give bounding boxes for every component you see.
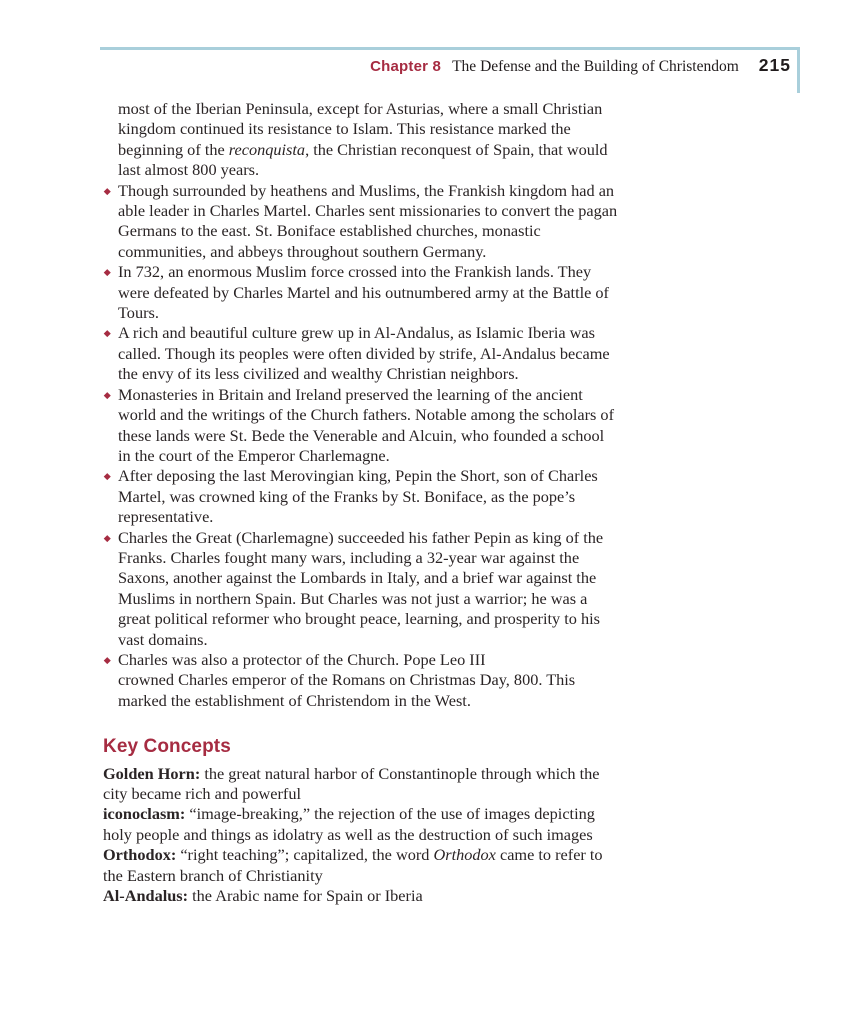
body-column	[103, 99, 620, 906]
list-item-text: Though surrounded by heathens and Muslims, the Frankish kingdom had an able leader in Charles Martel. Charles sent missionaries to convert the pagan Germans to the east. St. Boniface established churches, monastic communities, and abbeys throughout southern Germany.	[118, 180, 618, 261]
chapter-title: The Defense and the Building of Christendom	[452, 58, 739, 75]
list-item-text: Monasteries in Britain and Ireland preserved the learning of the ancient world and the writings of the Church fathers. Notable among the scholars of these lands were St. Bede the Venerable and Alcuin, who founded a school in the court of the Emperor Charlemagne.	[118, 384, 614, 465]
page-number: 215	[758, 55, 791, 75]
corner-rule	[797, 47, 800, 93]
concept-definition: the Arabic name for Spain or Iberia	[188, 886, 423, 906]
list-item-text: Charles the Great (Charlemagne) succeeded his father Pepin as king of the Franks. Charles fought many wars, including a 32-year war against the Saxons, another against the Lombards in Italy, and a brief war against the Muslims in northern Spain. But Charles was not just a warrior; he was a great political reformer who brought peace, learning, and prosperity to his vast domains.	[118, 527, 604, 649]
bullet-diamond-icon	[104, 657, 110, 663]
list-item-text: After deposing the last Merovingian king, Pepin the Short, son of Charles Martel, was crowned king of the Franks by St. Boniface, as the pope’s representative.	[118, 466, 598, 527]
intro-continuation-paragraph	[103, 99, 620, 181]
key-concepts-section	[103, 737, 620, 906]
concept-definition: “image-breaking,” the rejection of the use of images depicting holy people and things as idolatry as well as the destruction of such images	[103, 804, 595, 844]
list-item	[103, 323, 620, 384]
concept-term: Golden Horn:	[103, 763, 201, 783]
chapter-label: Chapter 8	[370, 58, 442, 75]
bullet-diamond-icon	[104, 392, 110, 398]
list-item	[103, 385, 620, 467]
concept-entry	[103, 804, 625, 845]
concept-term: iconoclasm:	[103, 804, 186, 824]
top-rule	[100, 47, 800, 50]
intro-text-post: , the Christian reconquest of Spain, that would last almost 800 years.	[118, 139, 608, 180]
list-item-text-line2: crowned Charles emperor of the Romans on Christmas Day, 800. This marked the establishment of Christendom in the West.	[118, 670, 576, 710]
bullet-diamond-icon	[104, 473, 110, 479]
bullet-diamond-icon	[104, 269, 110, 275]
intro-text-pre: most of the Iberian Peninsula, except for Asturias, where a small Christian kingdom continued its resistance to Islam. This resistance marked the beginning of the	[118, 99, 603, 159]
concept-entry	[103, 886, 625, 906]
bullet-diamond-icon	[104, 188, 110, 194]
concept-definition-post: came to refer to the Eastern branch of Christianity	[103, 845, 603, 885]
list-item-text: In 732, an enormous Muslim force crossed into the Frankish lands. They were defeated by Charles Martel and his outnumbered army at the Battle of Tours.	[118, 262, 609, 323]
concept-term: Al-Andalus:	[103, 886, 189, 906]
page-header	[100, 55, 791, 76]
list-item	[103, 262, 620, 323]
list-item	[103, 181, 620, 263]
concept-entry	[103, 764, 625, 805]
list-item	[103, 466, 620, 527]
intro-text-italic: reconquista	[228, 139, 306, 159]
bullet-diamond-icon	[104, 535, 110, 541]
concept-entry	[103, 845, 625, 886]
list-item-text-line1: Charles was also a protector of the Church. Pope Leo III	[118, 649, 486, 669]
concept-definition: the great natural harbor of Constantinople through which the city became rich and powerful	[103, 763, 600, 803]
bullet-diamond-icon	[104, 331, 110, 337]
list-item	[103, 528, 620, 650]
concept-definition-pre: “right teaching”; capitalized, the word	[176, 845, 434, 865]
list-item	[103, 650, 620, 711]
list-item-text: A rich and beautiful culture grew up in Al-Andalus, as Islamic Iberia was called. Though its peoples were often divided by strife, Al-Andalus became the envy of its less civilized and wealthy Christian neighbors.	[118, 323, 610, 384]
key-concepts-heading: Key Concepts	[103, 736, 231, 758]
concept-definition-italic: Orthodox	[433, 845, 496, 865]
concept-term: Orthodox:	[103, 845, 177, 865]
